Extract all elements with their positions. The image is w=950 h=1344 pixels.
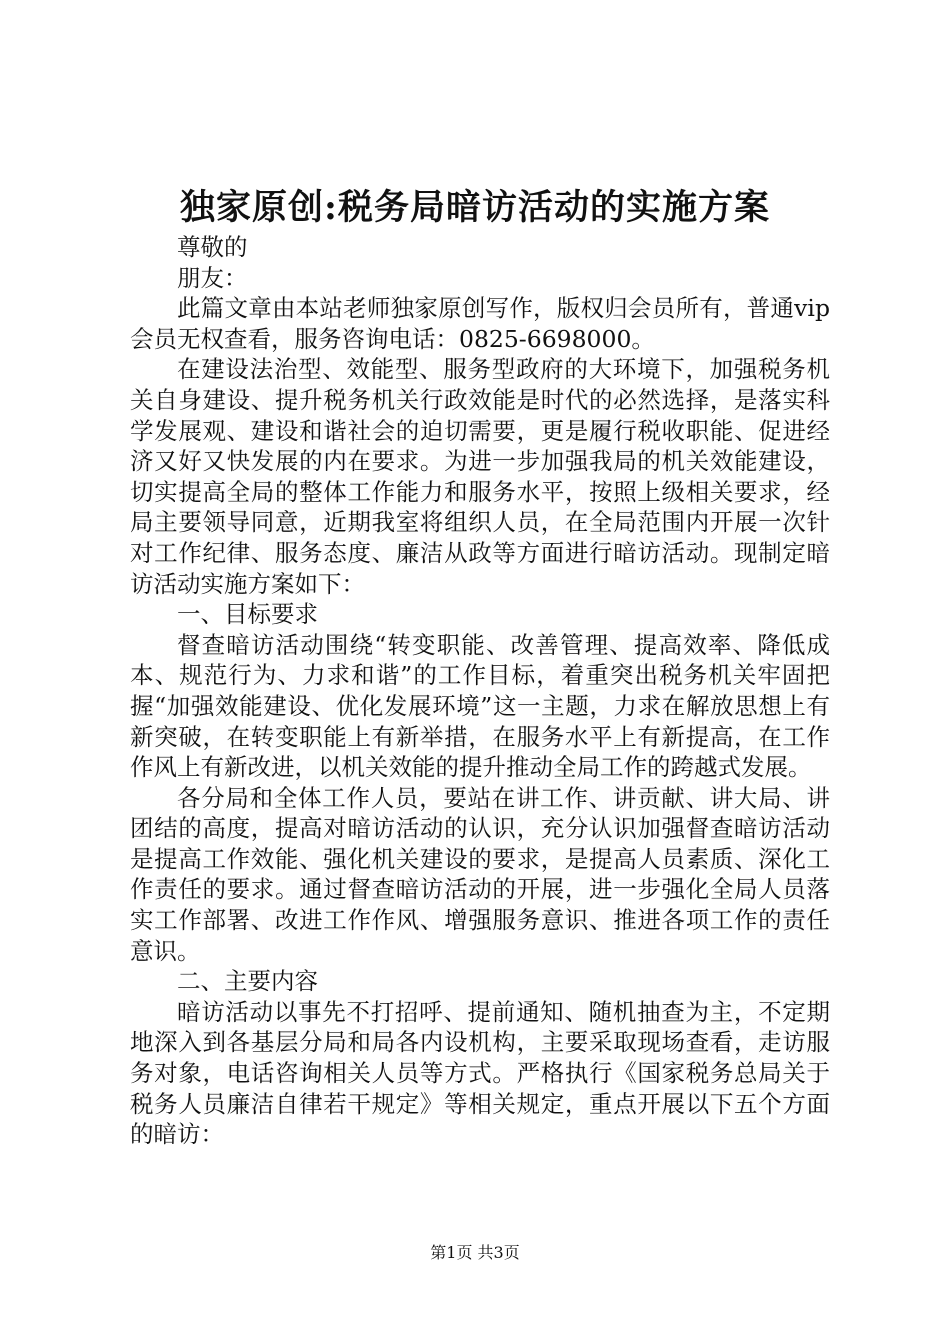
goals-paragraph-1: 督查暗访活动围绕“转变职能、改善管理、提高效率、降低成本、规范行为、力求和谐”的工作目标，着重突出税务机关牢固把握“加强效能建设、优化发展环境”这一主题，力求在解放思想上有新突破，在转变职能上有新举措，在服务水平上有新提高，在工作作风上有新改进，以机关效能的提升推动全局工作的跨越式发展。 <box>130 630 830 782</box>
goals-paragraph-2: 各分局和全体工作人员，要站在讲工作、讲贡献、讲大局、讲团结的高度，提高对暗访活动的认识，充分认识加强督查暗访活动是提高工作效能、强化机关建设的要求，是提高人员素质、深化工作责任的要求。通过督查暗访活动的开展，进一步强化全局人员落实工作部署、改进工作作风、增强服务意识、推进各项工作的责任意识。 <box>130 783 830 965</box>
section-heading-content: 二、主要内容 <box>177 967 318 996</box>
intro-paragraph: 在建设法治型、效能型、服务型政府的大环境下，加强税务机关自身建设、提升税务机关行政效能是时代的必然选择，是落实科学发展观、建设和谐社会的迫切需要，更是履行税收职能、促进经济又好又快发展的内在要求。为进一步加强我局的机关效能建设，切实提高全局的整体工作能力和服务水平，按照上级相关要求，经局主要领导同意，近期我室将组织人员，在全局范围内开展一次针对工作纪律、服务态度、廉洁从政等方面进行暗访活动。现制定暗访活动实施方案如下： <box>130 355 830 598</box>
document-body <box>130 232 830 1150</box>
document-title: 独家原创:税务局暗访活动的实施方案 <box>180 187 770 228</box>
salutation-line-1: 尊敬的 <box>177 233 248 261</box>
page-footer: 第1页 共3页 <box>430 1243 520 1262</box>
copyright-notice: 此篇文章由本站老师独家原创写作，版权归会员所有，普通vip会员无权查看，服务咨询电话：0825-6698000。 <box>130 294 830 353</box>
section-heading-goals: 一、目标要求 <box>177 600 318 629</box>
salutation-line-2: 朋友： <box>177 263 248 292</box>
content-paragraph-1: 暗访活动以事先不打招呼、提前通知、随机抽查为主，不定期地深入到各基层分局和局各内设机构，主要采取现场查看，走访服务对象，电话咨询相关人员等方式。严格执行《国家税务总局关于税务人员廉洁自律若干规定》等相关规定，重点开展以下五个方面的暗访： <box>130 997 830 1149</box>
